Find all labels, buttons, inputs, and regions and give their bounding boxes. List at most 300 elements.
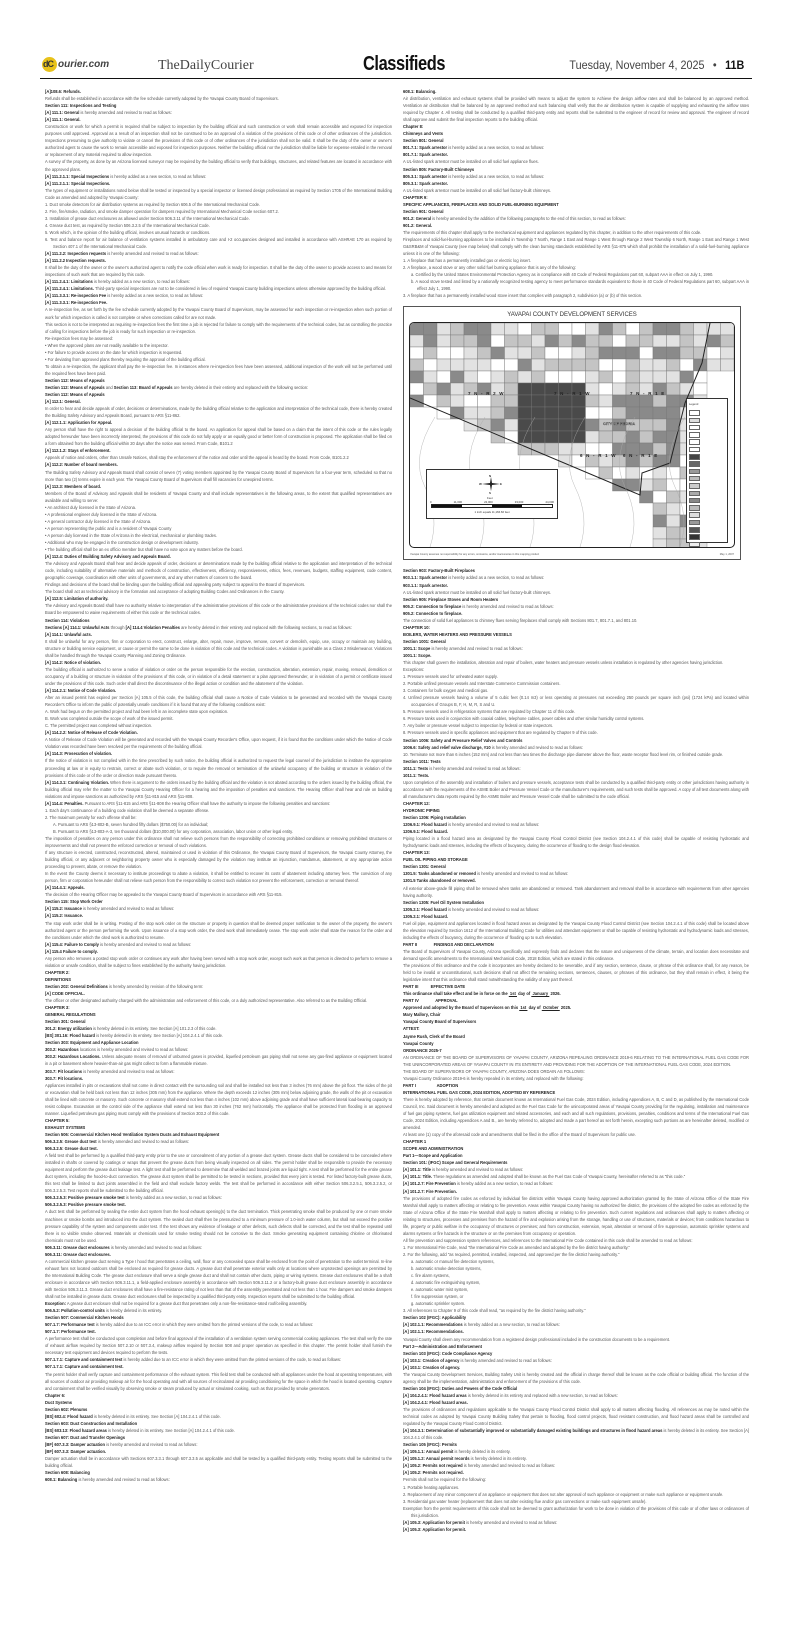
map-section-cell <box>478 335 492 347</box>
body-text: is hereby amended and revised to read as follows: <box>462 1463 555 1469</box>
bold-text: [A] 105.2: Permits not required. <box>403 1470 464 1476</box>
section-heading <box>403 1138 749 1145</box>
bold-text: 507.1.7.1: Capture and containment test <box>45 1357 123 1363</box>
map-section-cell <box>505 383 519 395</box>
map-section-cell <box>613 371 627 383</box>
legal-paragraph <box>403 589 749 596</box>
body-text: is hereby added as a new section, to read as follows: <box>455 1181 553 1187</box>
legal-paragraph <box>45 1053 392 1067</box>
legal-paragraph <box>45 356 392 363</box>
legal-paragraph <box>403 1476 749 1483</box>
bold-text: 303.2: Hazardous <box>45 1047 79 1053</box>
map-section-cell <box>667 323 681 335</box>
section-title: Classifieds <box>363 53 446 75</box>
section-heading <box>403 1441 749 1448</box>
township-label: 7 N - R 1 W <box>554 391 591 397</box>
bold-text: 303.2: Hazardous Locations. <box>45 1054 101 1060</box>
map-section-cell <box>613 323 627 335</box>
map-section-cell <box>491 371 505 383</box>
body-text: g. automatic sprinkler system. <box>411 1301 466 1307</box>
legal-paragraph <box>403 187 749 194</box>
map-section-cell <box>667 539 681 547</box>
bold-text: Section 1011: Tests <box>403 758 441 764</box>
legal-paragraph <box>403 779 749 800</box>
bold-text: [A] 101.2.7: Fire Prevention. <box>403 1188 457 1194</box>
section-heading <box>45 180 392 187</box>
map-section-cell <box>451 359 465 371</box>
legal-paragraph <box>403 962 749 983</box>
map-section-cell <box>667 491 681 503</box>
section-heading <box>403 208 749 215</box>
body-text: Appeals of notice and orders, other than Unsafe Notices, shall stay the enforcement of the notice and order until the appeal is heard by the board. From Code, B101.2.2 <box>45 455 349 461</box>
legal-paragraph <box>403 1279 749 1286</box>
bold-text: [A] 111.3.3.1: Re-inspection Fee. <box>45 300 108 306</box>
bold-text: [A] 111.1: General. <box>45 117 81 123</box>
legal-paragraph <box>45 722 392 729</box>
bold-text: 303.7: Pit locations <box>45 1068 83 1074</box>
bold-text: Section 112: Means of Appeals <box>45 384 105 390</box>
body-text: is hereby amended and revised to read as follows: <box>428 765 521 771</box>
right-column <box>403 88 749 1533</box>
map-section-cell <box>518 347 532 359</box>
body-text: Re-inspection fees may be assessed: <box>45 335 114 341</box>
map-section-cell <box>464 323 478 335</box>
section-heading <box>45 1011 392 1018</box>
section-heading <box>403 913 749 920</box>
township-label: 6 N - R 1 W <box>580 453 617 459</box>
section-heading <box>45 912 392 919</box>
bold-text: Section 801: General <box>403 138 444 144</box>
section-heading <box>45 976 392 983</box>
bold-text: [A] 112.1: General. <box>45 399 81 405</box>
legal-paragraph <box>45 1455 392 1469</box>
section-heading <box>403 631 749 638</box>
dcourier-logo[interactable] <box>42 57 109 72</box>
map-section-cell <box>437 335 451 347</box>
scale-note: 1 inch equals 11,166.66 feet <box>474 510 510 515</box>
legal-paragraph <box>403 1237 749 1244</box>
bold-text: 805.3.1: Spark arrestor <box>403 173 448 179</box>
bold-text: Section 202: General Definitions <box>45 983 108 989</box>
map-section-cell <box>464 359 478 371</box>
body-text: • For deviating from approved plans thereby requiring the approval of the building official. <box>45 356 206 362</box>
map-section-cell <box>640 347 654 359</box>
map-scale-box <box>426 469 558 519</box>
legal-paragraph <box>45 1025 392 1032</box>
bold-text: Duct Systems <box>45 1399 73 1405</box>
section-heading <box>45 1117 392 1124</box>
map-section-cell <box>451 383 465 395</box>
body-text: • An architect duly licensed in the State of Arizona. <box>45 504 137 510</box>
body-text: The provisions of ordinances and regulations applicable to the Yavapai County Flood Control District shall apply to all matters affecting flooding. All references as may be noted within the technical codes as adopted by Yavapai County Building Safety that pertain to flooding, flood control projects, flood resistant construction, and flood hazard areas shall be controlled and regulated by the Yavapai County Flood Control District. <box>403 1406 749 1427</box>
legal-paragraph <box>45 1082 392 1117</box>
body-text: is hereby deleted in its entirety. <box>104 1308 163 1314</box>
map-section-cell <box>572 371 586 383</box>
filled-blank: 1st <box>519 1005 528 1011</box>
bold-text: [A] 114.2: Notice of violation. <box>45 659 101 665</box>
scale-tick: 11,000 <box>453 500 463 505</box>
legal-paragraph <box>403 1131 749 1138</box>
body-text: is hereby amended by revision of the following term: <box>107 983 204 989</box>
legal-paragraph <box>403 1357 749 1364</box>
map-section-cell <box>626 323 640 335</box>
legal-paragraph <box>45 1152 392 1194</box>
map-section-cell <box>424 335 438 347</box>
map-section-cell <box>505 335 519 347</box>
body-text: c. fire alarm systems, <box>411 1273 450 1279</box>
section-heading <box>45 617 392 624</box>
body-text: A survey of the property, as done by an Arizona licensed surveyor may be required by the building official to verify that buildings, structures, and related features are located in accordance with the approved plans. <box>45 159 392 172</box>
section-heading <box>45 884 392 891</box>
bold-text: PART II FINDINGS AND DECLARATION <box>403 941 494 947</box>
section-heading <box>45 1328 392 1335</box>
body-text: is hereby deleted in its entirety. See Section [A] 104.2.4.1 of this code. <box>106 1427 235 1433</box>
legal-paragraph <box>45 363 392 377</box>
map-section-cell <box>437 395 451 407</box>
map-section-cell <box>653 359 667 371</box>
map-section-cell <box>613 335 627 347</box>
body-text: Pursuant to ARS §11-815 and ARS §11-808 the Hearing Officer shall have the authority to impose the following penalties and sanctions: <box>83 800 331 806</box>
map-section-cell <box>424 383 438 395</box>
bold-text: GENERAL REGULATIONS <box>45 1012 96 1018</box>
bold-text: Mary Mallory, Chair <box>403 1012 441 1018</box>
body-text: is hereby added due to an ICC error in which they were omitted from the printed versions of the code, to read as follows: <box>94 1322 314 1328</box>
bold-text: CHAPTER 5: <box>45 1117 70 1123</box>
map-section-cell <box>572 359 586 371</box>
map-section-cell <box>464 347 478 359</box>
section-heading <box>403 737 749 744</box>
body-text: C. The permitted project was completed without inspection. <box>45 723 153 729</box>
map-section-cell <box>572 419 586 431</box>
body-text: 1. Duct smoke detectors for air distribution systems as required by Section 606.5 of the International Mechanical Code. <box>45 201 261 207</box>
bold-text: 1011.1: Tests. <box>403 772 430 778</box>
legal-paragraph <box>403 1251 749 1258</box>
section-heading <box>403 997 749 1004</box>
body-text: 2. The maximum penalty for each offense shall be: <box>45 814 137 820</box>
map-section-cell <box>667 347 681 359</box>
map-section-cell <box>518 395 532 407</box>
body-text: 3. Containers for bulk oxygen and medical gas. <box>403 688 489 694</box>
legal-paragraph <box>45 1371 392 1392</box>
section-heading <box>403 1082 749 1089</box>
body-text: 3. Residential gas water heater (replacement that does not alter existing flue and/or gas connections or make such equipment unsafe). <box>403 1498 647 1504</box>
legend-swatch <box>689 432 700 438</box>
map-section-cell <box>505 347 519 359</box>
map-section-cell <box>464 371 478 383</box>
bold-text: [A] 105.3: Application for permit <box>403 1519 465 1525</box>
bold-text: Approved and adopted by the Board of Supervisors on this <box>403 1005 520 1011</box>
body-text: 3. A fireplace that has a permanently installed wood stove insert that complies with paragraph 2, subdivision (a) or (b) of this section. <box>403 293 643 299</box>
map-section-cell <box>694 383 708 395</box>
legal-paragraph <box>45 215 392 222</box>
legal-paragraph <box>403 229 749 236</box>
legal-paragraph <box>45 546 392 553</box>
map-section-cell <box>667 359 681 371</box>
body-text: is hereby added as a new section, to read as follows: <box>124 1195 222 1201</box>
map-section-cell <box>626 479 640 491</box>
body-text: B. Pursuant to ARS §13-803-A-3, ten thousand dollars ($10,000.00) for any corporation, association, labor union or other legal entity. <box>53 828 294 834</box>
legal-paragraph <box>403 835 749 849</box>
bold-text: [A] 112.1.2: Stays of enforcement. <box>45 448 111 454</box>
section-heading <box>403 772 749 779</box>
bold-text: [A] 114.4: Penalties. <box>45 800 84 806</box>
body-text: is hereby deleted in its entirety. See Section [A] 104.2.4.1 of this code. <box>92 1413 221 1419</box>
section-heading <box>403 1145 749 1152</box>
section-heading <box>403 88 749 95</box>
body-text: • A professional engineer duly licensed in the State of Arizona. <box>45 511 158 517</box>
bold-text: Section 112: Means of Appeals <box>45 377 105 383</box>
body-text: THE BOARD OF SUPERVISORS OF YAVAPAI COUNTY, ARIZONA DOES ORDAIN AS FOLLOWS: <box>403 1068 585 1074</box>
body-text: is hereby amended by the addition of the following paragraphs to the end of this section, to read as follows: <box>431 215 626 221</box>
map-section-cell <box>559 323 573 335</box>
scale-tick: 0 <box>430 500 432 505</box>
legal-paragraph <box>403 1244 749 1251</box>
map-frame <box>409 322 735 548</box>
map-section-cell <box>491 335 505 347</box>
legend-swatch <box>689 483 700 489</box>
city-label: CITY OF PEORIA <box>603 421 636 427</box>
legal-paragraph <box>45 123 392 158</box>
map-section-cell <box>572 431 586 443</box>
body-text: AN ORDINANCE OF THE BOARD OF SUPERVISORS OF YAVAPAI COUNTY, ARIZONA REPEALING ORDINANCE 2019-6 RELATING TO THE INTERNATIONAL FUEL GAS CODE FOR THE UNINCORPORATED AREAS OF YAVAPAI COUNTY IN ITS ENTIRETY AND PROVIDING FOR THE ADOPTION OF THE INTERNATIONAL FUEL GAS CODE, 2024 EDITION. <box>403 1054 749 1067</box>
map-section-cell <box>613 431 627 443</box>
bold-text: [A] 111.2.2 Inspection requests. <box>45 258 106 264</box>
bold-text: 1305.2.1: Flood hazard. <box>403 913 449 919</box>
bold-text: Part 1—Scope and Application <box>403 1153 463 1159</box>
body-text: Upon completion of the assembly and installation of boilers and pressure vessels, acceptance tests shall be conducted by a qualified third-party entity or other jurisdictions having authority in accordance with the requirements of the ASME Boiler and Pressure Vessel Code or the manufacturer's requirements, and such tests shall be approved. A copy of all test documents along with all manufacturer's data reports required by the ASME Boiler and Pressure Vessel Code shall be submitted to the code official. <box>403 779 749 799</box>
map-section-cell <box>491 395 505 407</box>
map-section-cell <box>478 323 492 335</box>
bold-text: Part 2—Administration and Enforcement <box>403 1343 482 1349</box>
filled-blank: January <box>531 991 550 997</box>
map-section-cell <box>626 335 640 347</box>
page-number: 11B <box>724 58 744 72</box>
map-section-cell <box>491 359 505 371</box>
body-text: is hereby added due to an ICC error in which they were omitted from the printed versions of the code, to read as follows: <box>122 1357 342 1363</box>
legal-paragraph <box>45 736 392 750</box>
map-section-cell <box>424 347 438 359</box>
body-text: is hereby amended and revised to read as follows: <box>96 1138 190 1144</box>
legal-paragraph <box>403 1272 749 1279</box>
map-section-cell <box>505 323 519 335</box>
legal-paragraph <box>45 1032 392 1039</box>
legal-paragraph <box>45 264 392 278</box>
map-section-cell <box>559 347 573 359</box>
body-text: Damper actuation shall be in accordance with Sections 607.3.3.1 through 607.3.3.5 as applicable and shall be tested by a qualified third-party entity. Testing reports shall be submitted to the building official. <box>45 1456 392 1469</box>
map-section-cell <box>667 527 681 539</box>
bold-text: 507.1.7.1: Capture and containment test. <box>45 1364 124 1370</box>
legal-paragraph <box>45 236 392 250</box>
legal-paragraph <box>45 250 392 257</box>
map-section-cell <box>451 395 465 407</box>
map-section-cell <box>599 395 613 407</box>
legal-paragraph <box>403 1448 749 1455</box>
body-text: 2. A fireplace, a wood stove or any other solid fuel burning appliance that is any of the following: <box>403 265 576 271</box>
map-section-cell <box>478 407 492 419</box>
body-text: is hereby added as a new section, to read as follows: <box>92 279 190 285</box>
bold-text: [A] 103.1: Creation of agency <box>403 1357 460 1363</box>
body-text: 7. Any boiler or pressure vessel subject to inspection by federal or state inspectors. <box>403 723 554 729</box>
bold-text: [A] 111.3.3.1: Re-inspection Fee <box>45 293 107 299</box>
right-column-bottom <box>403 567 749 1532</box>
map-section-cell <box>424 359 438 371</box>
body-text: Findings and decisions of the board shall be binding upon the building official and appealing party subject to appeal to the Board of Supervisors. <box>45 582 306 588</box>
map-section-cell <box>451 347 465 359</box>
bold-text: CHAPTER 10: <box>403 624 430 630</box>
bold-text: Section 607: Duct and Transfer Openings <box>45 1434 126 1440</box>
bold-text: Section 101: (IFGC) Scope and General Requirements <box>403 1160 508 1166</box>
body-text: B. Work was completed outside the scope of work of the issued permit. <box>45 716 174 722</box>
map-section-cell <box>464 395 478 407</box>
section-heading <box>403 1047 749 1054</box>
legal-paragraph <box>403 1491 749 1498</box>
bold-text: [A] CODE OFFICIAL. <box>45 991 85 996</box>
section-heading <box>403 1526 749 1533</box>
body-text: is hereby deleted in its entirety. See Section [A] 104.2.4.1 of this code. <box>95 1033 224 1039</box>
bold-text: Section 1301: General <box>403 864 446 870</box>
map-section-cell <box>559 419 573 431</box>
legal-paragraph <box>403 603 749 610</box>
body-text: b. automatic smoke detection systems, <box>411 1266 482 1272</box>
section-heading <box>403 624 749 631</box>
map-section-cell <box>721 347 735 359</box>
legal-paragraph <box>45 511 392 518</box>
legal-paragraph <box>403 1195 749 1237</box>
map-section-cell <box>532 443 546 455</box>
logo-text: ourier.com <box>58 59 110 70</box>
map-section-cell <box>545 419 559 431</box>
map-section-cell <box>613 407 627 419</box>
section-heading <box>403 1314 749 1321</box>
map-section-cell <box>586 395 600 407</box>
body-text: The connection of solid fuel appliances to chimney flues serving fireplaces shall comply with Sections 801.7, 801.7.1, and 801.10. <box>403 617 638 623</box>
section-heading <box>403 758 749 765</box>
section-heading <box>403 582 749 589</box>
legal-paragraph <box>45 405 392 419</box>
body-text: The permit holder shall verify capture and containment performance of the exhaust system. This field test shall be conducted with all appliances under the hood at operating temperatures, with all sources of outdoor air providing makeup air for the hood operating and with all sources of recirculated air providing conditioning for the space in which the hood is located operating. Capture and containment shall be verified visually by observing smoke or steam produced by actual or simulated cooking, such as that provided by smoke generators. <box>45 1371 392 1391</box>
body-text: is hereby amended and revised to read as follows: <box>464 1519 558 1525</box>
bold-text: [A] 111.2.1.1: Special Inspections. <box>45 180 111 186</box>
filled-blank: October <box>541 1005 560 1011</box>
map-section-cell <box>640 371 654 383</box>
legal-paragraph <box>403 1293 749 1300</box>
map-section-cell <box>505 395 519 407</box>
legal-paragraph <box>403 948 749 962</box>
map-section-cell <box>545 431 559 443</box>
body-text: It shall be unlawful for any person, firm or corporation to erect, construct, enlarge, alter, repair, move, improve, remove, convert or demolish, equip, use, occupy or maintain any building, structure or building service equipment, or cause or permit the same to be done in violation of this code and the technical codes. A violation is punishable as a Class 2 Misdemeanor. Violations shall be handled through the Yavapai County Planning and Zoning Ordinance. <box>45 638 392 658</box>
map-section-cell <box>667 335 681 347</box>
body-text: is hereby deleted in its entirety. See Section [A] 101.2.3 of this code. <box>91 1026 217 1032</box>
bold-text: CHAPTER 1 <box>403 1139 427 1145</box>
legal-paragraph <box>403 617 749 624</box>
legal-paragraph <box>45 624 392 631</box>
section-heading <box>45 116 392 123</box>
bold-text: [A] 114.3: Prosecution of violation. <box>45 751 113 757</box>
map-section-cell <box>653 347 667 359</box>
bold-text: [A] 115.4 Failure to comply. <box>45 948 98 954</box>
bold-text: Section 301: General <box>45 1019 86 1025</box>
legend-swatch <box>689 491 700 497</box>
section-heading <box>403 596 749 603</box>
legal-paragraph <box>403 920 749 941</box>
legal-paragraph <box>45 835 392 849</box>
map-section-cell <box>653 503 667 515</box>
body-text: The building official is authorized to serve a notice of violation or order on the person responsible for the erection, construction, alteration, extension, repair, moving, removal, demolition or occupancy of a building or structure in violation of the provisions of this code, or in violation of a detail statement or a plan approved thereunder, or in violation of a permit or certificate issued under the provisions of this code. Such order shall direct the discontinuance of the illegal action or condition and the abatement of the violation. <box>45 666 392 686</box>
compass-s: S <box>489 491 492 496</box>
body-text: Appliances installed in pits or excavations shall not come in direct contact with the surrounding soil and shall be installed not less than 3 inches (76 mm) above the pit floor. The sides of the pit or excavation shall be held back not less than 12 inches (305 mm) from the appliance. Where the depth exceeds 12 inches (305 mm) below adjoining grade, the walls of the pit or excavation shall be lined with concrete or masonry. Such concrete or masonry shall extend not less than 4 inches (102 mm) above adjoining grade and shall have sufficient lateral load-bearing capacity to resist collapse. Excavation on the control side of the appliance shall extend not less than 30 inches (762 mm) horizontally. The appliance shall be protected from flooding in an approved manner. Liquefied petroleum gas piping must comply with the provisions of Section 303.2 of this code. <box>45 1082 392 1116</box>
section-heading <box>403 130 749 137</box>
bold-text: Section 1001: General <box>403 638 446 644</box>
map-disclaimer: Yavapai County assumes no responsibility for any errors, omissions, and/or inaccuracies in this mapping product <box>410 553 540 557</box>
section-heading <box>403 1033 749 1040</box>
map-section-cell <box>653 515 667 527</box>
legend-swatch <box>689 461 700 467</box>
legal-paragraph <box>403 715 749 722</box>
body-text: A UL-listed spark arrestor must be installed on all solid fuel factory-built chimneys. <box>403 589 552 595</box>
body-text: 2. Portable unfired pressure vessels and Interstate Commerce Commission containers. <box>403 681 561 687</box>
map-section-cell <box>653 431 667 443</box>
map-section-cell <box>721 359 735 371</box>
body-text: The officer or other designated authority charged with the administration and enforcement of this code, or a duly authorized representative. Also referred to as the Building Official. <box>45 998 368 1004</box>
legal-paragraph <box>45 821 392 828</box>
section-heading <box>403 567 749 574</box>
body-text: There is hereby adopted by reference, that certain document known as International Fuel Gas Code, 2024 Edition, including Appendices A, B, C and D, as published by the International Code Council, Inc. Said document is hereby amended and adopted as the Fuel Gas Code for the unincorporated areas of Yavapai County providing for the regulating, installation and maintenance of fuel gas piping systems, fuel gas utilization equipment and related accessories, and each and all such regulations, provisions, penalties, conditions and terms of the International Fuel Gas Code, 2024 Edition, including Appendices A and B., are hereby referred to, adopted and made a part hereof as set forth herein, excepting such portions as are hereinafter deleted, modified or amended. <box>403 1096 749 1131</box>
map-section-cell <box>437 347 451 359</box>
bold-text: Chapter 8: <box>403 124 424 130</box>
legal-paragraph <box>45 1194 392 1201</box>
legend-swatch <box>689 505 700 511</box>
bold-text: 2026. <box>549 991 561 997</box>
section-heading <box>45 687 392 694</box>
map-section-cell <box>667 383 681 395</box>
map-section-cell <box>586 359 600 371</box>
map-section-cell <box>437 371 451 383</box>
body-text: is hereby added as a new section, to read as follows: <box>462 1322 560 1328</box>
map-section-cell <box>464 407 478 419</box>
bold-text: [A] 111.2.4.1: Limitations. <box>45 286 94 292</box>
logo-badge-text: dC <box>43 59 53 69</box>
body-text: 1. A fireplace that has a permanently installed gas or electric log insert. <box>403 258 531 264</box>
legal-paragraph <box>45 532 392 539</box>
legal-paragraph <box>403 574 749 581</box>
map-section-cell <box>667 467 681 479</box>
legal-paragraph <box>403 765 749 772</box>
body-text: 5. Work which, in the opinion of the building official, involves unusual hazards or conditions. <box>45 229 211 235</box>
legal-paragraph <box>403 1321 749 1328</box>
map-section-cell <box>478 347 492 359</box>
bold-text: BOILERS, WATER HEATERS AND PRESSURE VESSELS <box>403 631 512 637</box>
bold-text: 901.2: General <box>403 215 431 221</box>
legal-paragraph <box>403 1498 749 1505</box>
map-section-cell <box>545 323 559 335</box>
section-heading <box>403 610 749 617</box>
body-text: All fire prevention and suppression system references, and references to the International Fire Code contained in this code shall be amended to read as follows: <box>403 1237 693 1243</box>
bold-text: [A] 115.2: Issuance <box>45 906 82 912</box>
township-label: 7 N - R 2 W <box>468 391 505 397</box>
body-text: Yavapai County shall deem any recommendation from a registered design professional included in the construction documents to be a requirement. <box>403 1336 671 1342</box>
body-text: The types of equipment or installations noted below shall be tested or inspected by a special inspector or licensed design professional as required by Section 1705 of the International Building Code as amended and adopted by Yavapai County: <box>45 187 392 200</box>
bold-text: [A] 112.2: Number of board members. <box>45 462 118 468</box>
bold-text: 903.1.1: Spark arrestor <box>403 575 448 581</box>
map-section-cell <box>613 467 627 479</box>
section-heading <box>45 1392 392 1399</box>
map-section-cell <box>491 347 505 359</box>
bold-text: 507.1.7: Performance test. <box>45 1329 96 1335</box>
legal-paragraph <box>45 306 392 320</box>
map-section-cell <box>451 371 465 383</box>
legal-paragraph <box>45 1441 392 1448</box>
bold-text: 1001.1: Scope <box>403 645 431 651</box>
